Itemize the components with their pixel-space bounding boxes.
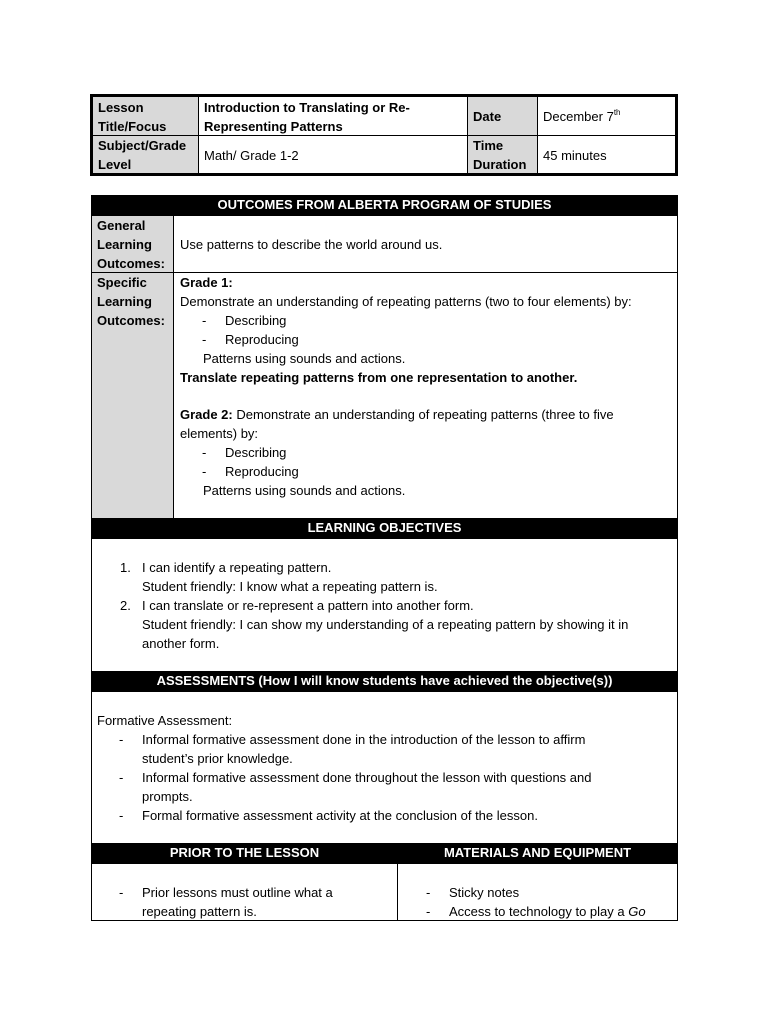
date-label: Date [473, 109, 502, 124]
prior-item-cont: repeating pattern is. [142, 904, 257, 919]
grade2-item: Reproducing [225, 464, 299, 479]
objective-friendly-cont: another form. [142, 636, 220, 651]
objective-friendly: Student friendly: I can show my understanding of a repeating pattern by showing it in [142, 617, 629, 632]
prior-dash: - [119, 885, 124, 900]
assessment-item-cont: prompts. [142, 789, 193, 804]
assessment-item: Informal formative assessment done throughout the lesson with questions and [142, 770, 592, 785]
assessment-item-cont: student’s prior knowledge. [142, 751, 293, 766]
prior-item: Prior lessons must outline what a [142, 885, 333, 900]
general-outcomes-text: Use patterns to describe the world around us. [180, 237, 443, 252]
grade1-dash: - [202, 313, 207, 328]
grade1-after: Patterns using sounds and actions. [203, 351, 406, 366]
grade1-dash: - [202, 332, 207, 347]
subject-grade-value: Math/ Grade 1-2 [204, 148, 299, 163]
grade2-dash: - [202, 445, 207, 460]
prior-to-lesson-heading: PRIOR TO THE LESSON [91, 843, 398, 863]
grade1-item: Reproducing [225, 332, 299, 347]
grade1-item: Describing [225, 313, 287, 328]
grade2-intro: Grade 2: Demonstrate an understanding of repeating patterns (three to five [180, 407, 614, 422]
outcomes-heading: OUTCOMES FROM ALBERTA PROGRAM OF STUDIES [91, 195, 678, 215]
assessment-dash: - [119, 808, 124, 823]
objective-number: 2. [120, 598, 131, 613]
time-duration-value: 45 minutes [543, 148, 607, 163]
grade2-dash: - [202, 464, 207, 479]
general-outcomes-label: General Learning Outcomes: [97, 218, 165, 271]
assessment-item: Informal formative assessment done in the introduction of the lesson to affirm [142, 732, 586, 747]
subject-grade-label: Subject/Grade Level [98, 138, 187, 172]
materials-item: Access to technology to play a Go [449, 904, 646, 919]
lesson-title-label: Lesson Title/Focus [98, 100, 167, 134]
objectives-heading: LEARNING OBJECTIVES [91, 518, 678, 538]
objective-text: I can identify a repeating pattern. [142, 560, 332, 575]
time-duration-label: Time Duration [473, 138, 527, 172]
grade1-heading: Grade 1: [180, 275, 233, 290]
objective-friendly: Student friendly: I know what a repeating pattern is. [142, 579, 438, 594]
materials-item: Sticky notes [449, 885, 520, 900]
grade2-item: Describing [225, 445, 287, 460]
materials-heading: MATERIALS AND EQUIPMENT [397, 843, 678, 863]
lesson-title-value: Introduction to Translating or Re- Representing Patterns [204, 100, 410, 134]
objective-number: 1. [120, 560, 131, 575]
lesson-header-table [90, 94, 678, 176]
grade2-intro-cont: elements) by: [180, 426, 259, 441]
objective-text: I can translate or re-represent a pattern into another form. [142, 598, 474, 613]
grade1-intro: Demonstrate an understanding of repeating patterns (two to four elements) by: [180, 294, 632, 309]
materials-dash: - [426, 904, 431, 919]
assessments-heading: ASSESSMENTS (How I will know students have achieved the objective(s)) [91, 671, 678, 691]
materials-dash: - [426, 885, 431, 900]
date-value: December 7th [543, 108, 621, 124]
grade2-after: Patterns using sounds and actions. [203, 483, 406, 498]
assessment-item: Formal formative assessment activity at the conclusion of the lesson. [142, 808, 538, 823]
formative-assessment-heading: Formative Assessment: [97, 713, 233, 728]
assessment-dash: - [119, 732, 124, 747]
specific-outcomes-label: Specific Learning Outcomes: [97, 275, 165, 328]
grade1-translate: Translate repeating patterns from one representation to another. [180, 370, 578, 385]
assessment-dash: - [119, 770, 124, 785]
